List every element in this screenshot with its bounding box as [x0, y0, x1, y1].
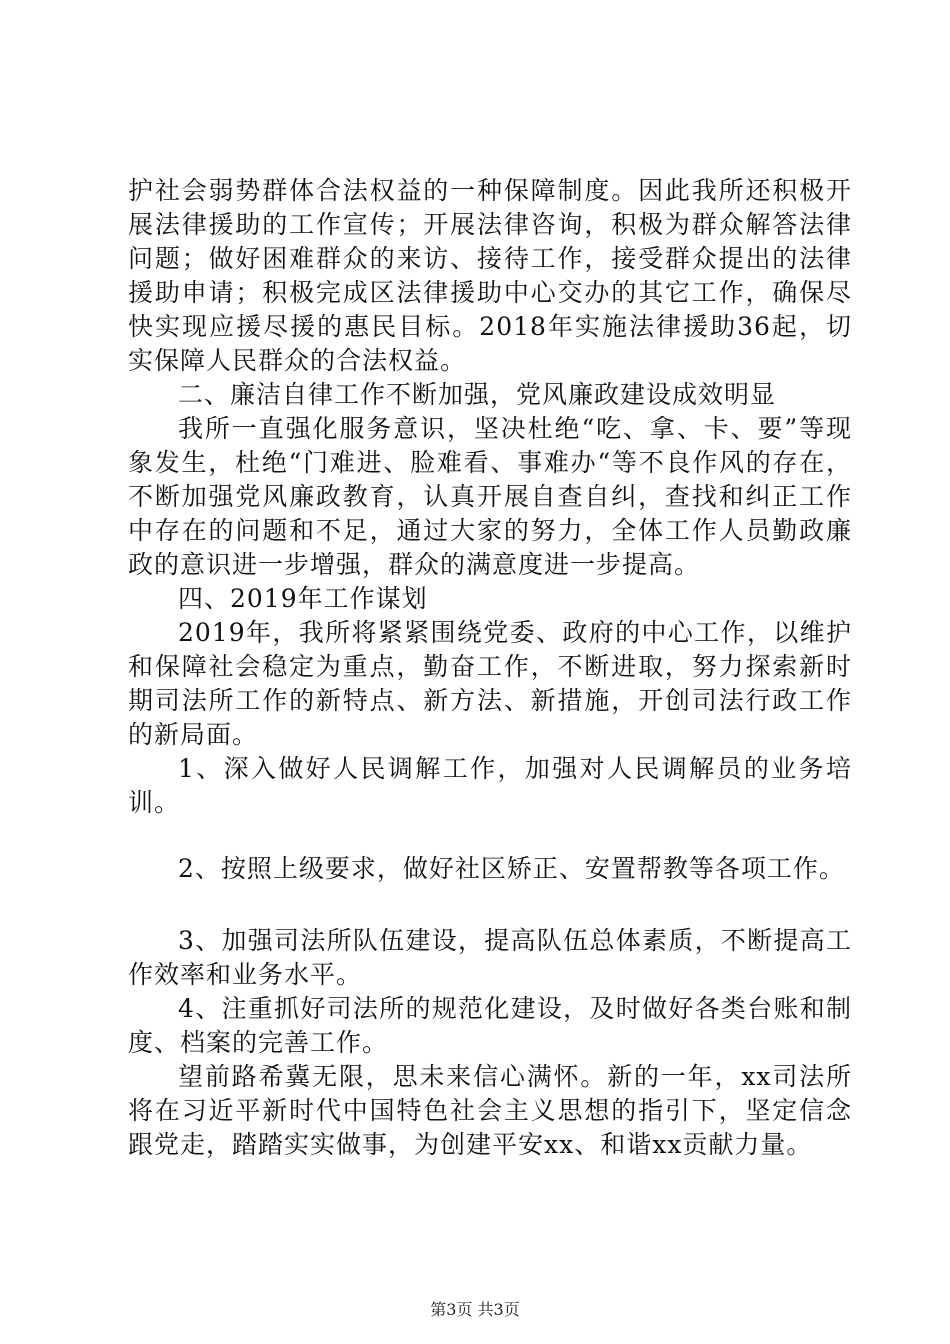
heading-2019-plan: 四、2019年工作谋划	[178, 584, 428, 613]
paragraph-2019-plan: 2019年，我所将紧紧围绕党委、政府的中心工作，以维护和保障社会稳定为重点，勤奋工作，不断进取，努力探索新时期司法所工作的新特点、新方法、新措施，开创司法行政工作的新局面。	[128, 618, 852, 749]
paragraph-integrity: 我所一直强化服务意识，坚决杜绝“吃、拿、卡、要”等现象发生，杜绝“门难进、脸难看、事难办“等不良作风的存在，不断加强党风廉政教育，认真开展自查自纠，查找和纠正工作中存在的问题和不足，通过大家的努力，全体工作人员勤政廉政的意识进一步增强，群众的满意度进一步提高。	[128, 414, 852, 579]
document-body	[128, 174, 852, 1162]
plan-item-1: 1、深入做好人民调解工作，加强对人民调解员的业务培训。	[128, 754, 852, 817]
plan-item-4: 4、注重抓好司法所的规范化建设，及时做好各类台账和制度、档案的完善工作。	[128, 994, 852, 1057]
heading-integrity: 二、廉洁自律工作不断加强，党风廉政建设成效明显	[178, 380, 777, 409]
plan-item-3: 3、加强司法所队伍建设，提高队伍总体素质，不断提高工作效率和业务水平。	[128, 926, 852, 989]
paragraph-legal-aid: 护社会弱势群体合法权益的一种保障制度。因此我所还积极开展法律援助的工作宣传；开展法律咨询，积极为群众解答法律问题；做好困难群众的来访、接待工作，接受群众提出的法律援助申请；积极完成区法律援助中心交办的其它工作，确保尽快实现应援尽援的惠民目标。2018年实施法律援助36起，切实保障人民群众的合法权益。	[128, 176, 852, 375]
paragraph-closing: 望前路希冀无限，思未来信心满怀。新的一年，xx司法所将在习近平新时代中国特色社会主义思想的指引下，坚定信念跟党走，踏踏实实做事，为创建平安xx、和谐xx贡献力量。	[128, 1062, 852, 1159]
plan-item-2: 2、按照上级要求，做好社区矫正、安置帮教等各项工作。	[178, 854, 845, 883]
page-number-footer: 第3页 共3页	[430, 1300, 520, 1319]
